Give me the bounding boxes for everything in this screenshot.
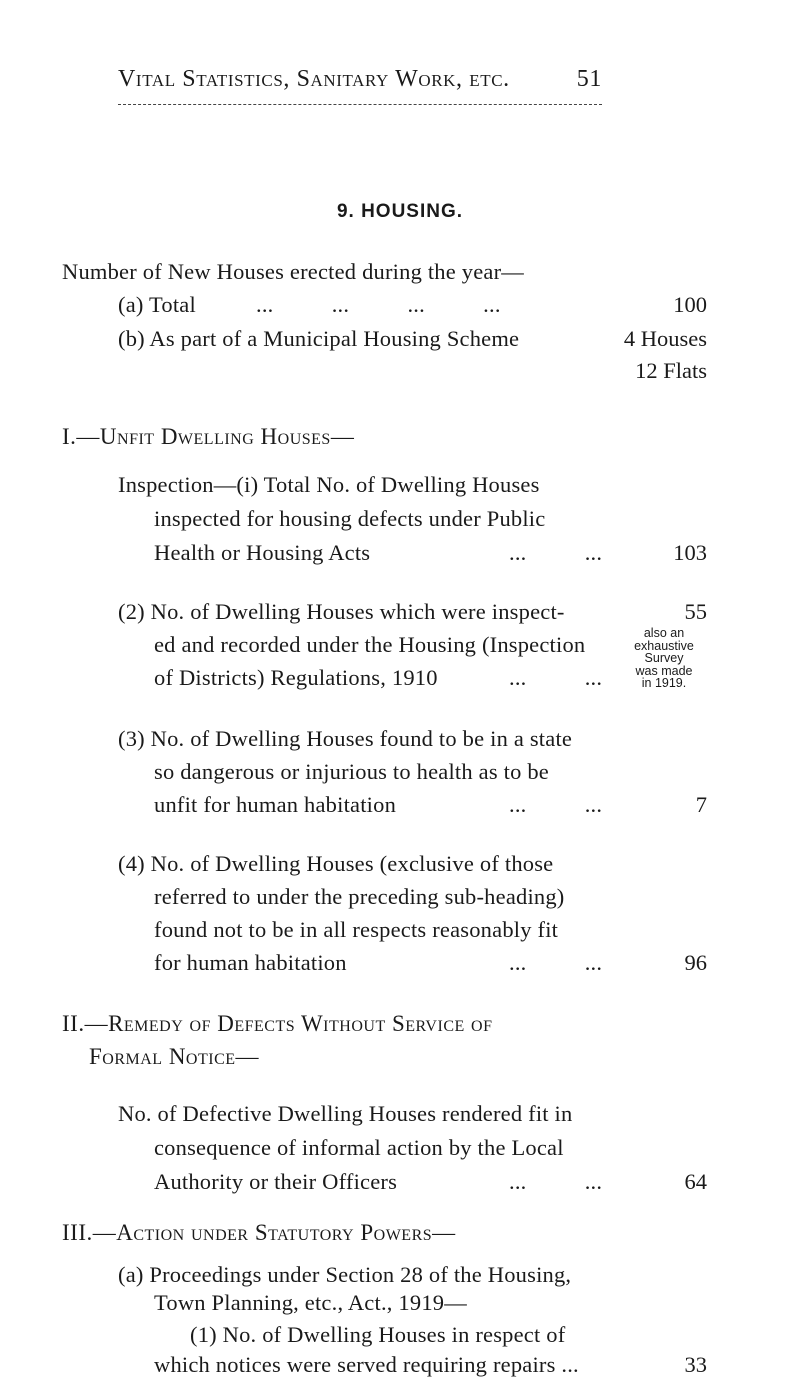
section-i-heading: I.—Unfit Dwelling Houses— xyxy=(62,424,355,449)
item1-line: Health or Housing Acts xyxy=(154,540,371,565)
section-ii-heading: Formal Notice— xyxy=(89,1044,260,1069)
item2-note xyxy=(614,627,714,690)
item4-line: found not to be in all respects reasonably fit xyxy=(154,917,559,942)
total-label: (a) Total xyxy=(118,292,196,317)
item4-line: (4) No. of Dwelling Houses (exclusive of those xyxy=(118,851,554,876)
item2-leaders: ... ... xyxy=(509,665,603,690)
section-title: 9. HOUSING. xyxy=(336,201,464,222)
item3-line: (3) No. of Dwelling Houses found to be in a state xyxy=(118,726,573,751)
item1-line: Inspection—(i) Total No. of Dwelling Houses xyxy=(118,472,540,497)
item2-line: (2) No. of Dwelling Houses which were inspect- xyxy=(118,599,565,624)
item2-line: ed and recorded under the Housing (Inspection xyxy=(154,632,586,657)
section-ii-line: consequence of informal action by the Local xyxy=(154,1135,564,1160)
section-ii-line: No. of Defective Dwelling Houses rendered fit in xyxy=(118,1101,573,1126)
note-line: was made xyxy=(635,663,693,678)
running-title: Vital Statistics, Sanitary Work, etc. xyxy=(118,66,510,92)
section-ii-line: Authority or their Officers xyxy=(154,1169,398,1194)
item4-line: referred to under the preceding sub-heading) xyxy=(154,884,565,909)
item4-value: 96 xyxy=(684,950,707,975)
section-iii-a1-line: which notices were served requiring repairs ... xyxy=(154,1352,579,1377)
note-line: exhaustive xyxy=(634,638,694,653)
section-iii-heading: III.—Action under Statutory Powers— xyxy=(62,1220,456,1245)
municipal-flats-value: 12 Flats xyxy=(635,358,707,383)
item3-line: unfit for human habitation xyxy=(154,792,397,817)
item1-line: inspected for housing defects under Public xyxy=(154,506,546,531)
new-houses-intro: Number of New Houses erected during the year— xyxy=(62,259,524,284)
total-value: 100 xyxy=(673,292,707,317)
section-ii-value: 64 xyxy=(684,1169,707,1194)
note-line: in 1919. xyxy=(641,676,687,690)
item3-value: 7 xyxy=(695,792,707,817)
item4-leaders: ... ... xyxy=(509,950,603,975)
item2-value: 55 xyxy=(684,599,707,624)
section-iii-a-line: Town Planning, etc., Act., 1919— xyxy=(154,1290,467,1315)
section-ii-heading: II.—Remedy of Defects Without Service of xyxy=(62,1011,493,1036)
item4-line: for human habitation xyxy=(154,950,347,975)
municipal-houses-value: 4 Houses xyxy=(623,326,707,351)
section-iii-a1-value: 33 xyxy=(684,1352,707,1377)
section-iii-a-line: (a) Proceedings under Section 28 of the Housing, xyxy=(118,1262,572,1287)
section-ii-leaders: ... ... xyxy=(509,1169,603,1194)
item1-leaders: ... ... xyxy=(509,540,603,565)
section-iii-a1-line: (1) No. of Dwelling Houses in respect of xyxy=(190,1322,566,1347)
header-rule xyxy=(118,104,602,105)
item3-line: so dangerous or injurious to health as to be xyxy=(154,759,549,784)
municipal-label: (b) As part of a Municipal Housing Scheme xyxy=(118,326,520,351)
total-leaders: ... ... ... ... xyxy=(256,292,501,317)
note-line: also an xyxy=(643,626,685,640)
note-line: Survey xyxy=(644,651,684,665)
page-number: 51 xyxy=(576,66,602,92)
item3-leaders: ... ... xyxy=(509,792,603,817)
item1-value: 103 xyxy=(673,540,707,565)
item2-line: of Districts) Regulations, 1910 xyxy=(154,665,438,690)
